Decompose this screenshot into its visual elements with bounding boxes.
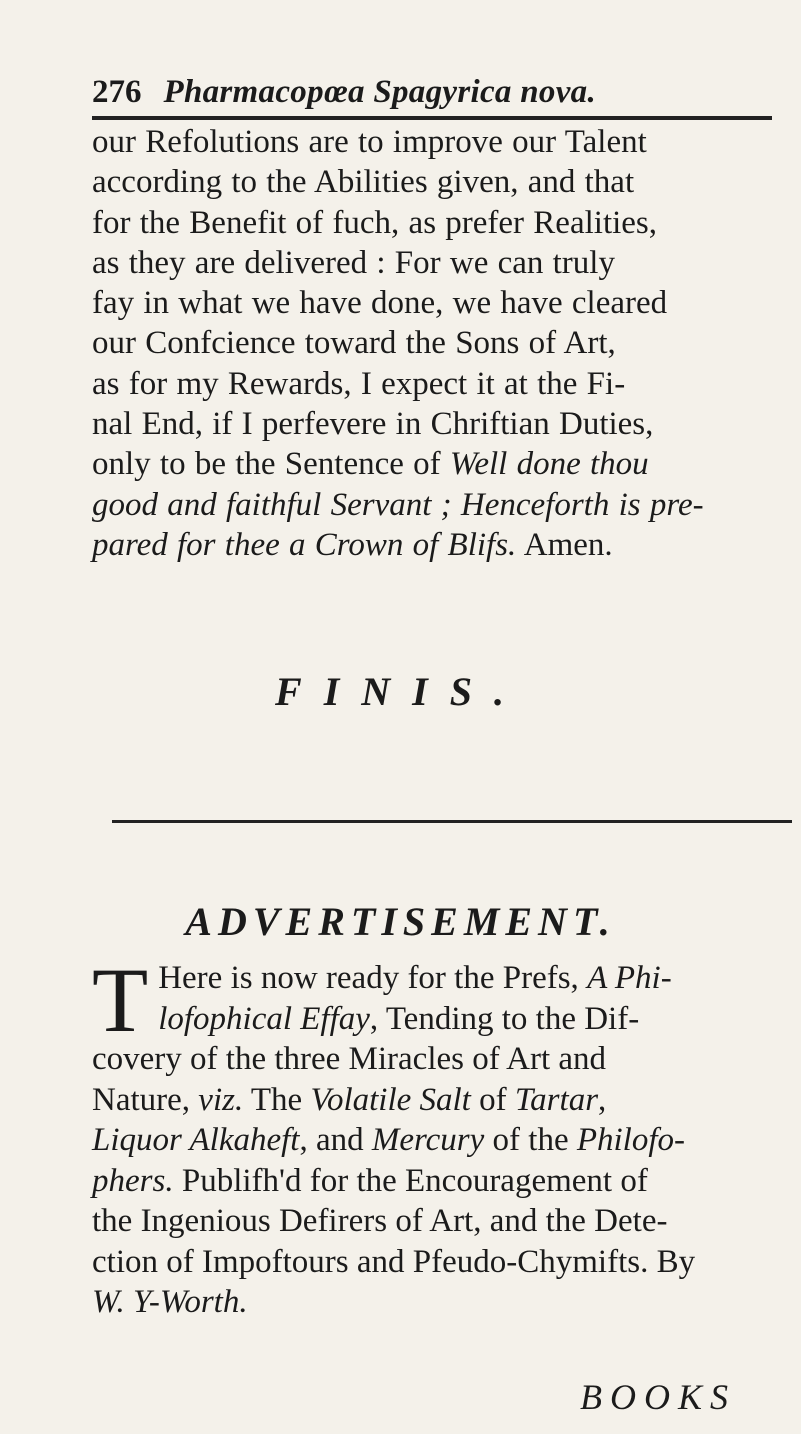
running-header <box>92 72 772 112</box>
adv-line: ction of Impoftours and Pfeudo-Chymifts. By <box>92 1243 696 1280</box>
adv-line <box>92 958 792 999</box>
finis-heading: FINIS. <box>275 669 526 714</box>
body-line: our Refolutions are to improve our Talent <box>92 124 647 160</box>
body-line-italic: Well done thou <box>449 446 649 483</box>
adv-text-italic: Liquor Alkaheft <box>92 1122 300 1158</box>
body-line: good and faithful Servant ; Henceforth is pre- <box>92 486 704 523</box>
body-line: according to the Abilities given, and that <box>92 164 635 201</box>
adv-text: , Tending to the Dif- <box>369 1000 640 1037</box>
body-line: fay in what we have done, we have cleared <box>92 285 668 322</box>
adv-text-italic: viz. <box>198 1081 244 1118</box>
adv-text: of the <box>484 1122 577 1158</box>
body-line: nal End, if I perfevere in Chriftian Duties, <box>92 406 654 443</box>
adv-text: Nature, <box>92 1081 199 1118</box>
drop-cap: T <box>92 949 149 1051</box>
adv-text-italic: A Phi- <box>587 960 672 996</box>
adv-text: The <box>243 1081 311 1118</box>
adv-text: of <box>470 1081 515 1118</box>
adv-text: Publifh'd for the Encouragement of <box>173 1162 648 1199</box>
adv-text: Here is now ready for the Prefs, <box>158 960 588 996</box>
adv-line: W. Y-Worth. <box>92 1284 248 1320</box>
page-number: 276 <box>92 74 142 110</box>
adv-text: , <box>598 1081 607 1118</box>
adv-text-italic: Tartar <box>514 1081 599 1118</box>
adv-text-italic: Volatile Salt <box>310 1081 471 1118</box>
adv-line: covery of the three Miracles of Art and <box>92 1041 607 1077</box>
running-title: Pharmacopœa Spagyrica nova. <box>163 74 597 110</box>
advertisement-title: ADVERTISEMENT. <box>185 899 616 944</box>
body-line: our Confcience toward the Sons of Art, <box>92 325 616 362</box>
body-line-start: only to be the Sentence of <box>92 446 441 483</box>
advertisement-body <box>92 949 792 1323</box>
body-line: as for my Rewards, I expect it at the Fi- <box>92 365 626 402</box>
adv-text-italic: lofophical Effay <box>158 1000 370 1037</box>
adv-text-italic: Mercury <box>371 1122 485 1158</box>
adv-line <box>92 999 792 1040</box>
body-paragraph <box>92 122 782 565</box>
catchword: BOOKS <box>580 1377 736 1417</box>
adv-text-italic: Philofo- <box>576 1122 685 1158</box>
body-line: for the Benefit of fuch, as prefer Realities, <box>92 204 658 241</box>
adv-line <box>92 1161 792 1202</box>
body-line <box>92 444 782 484</box>
adv-line <box>92 1080 792 1121</box>
section-rule <box>112 820 792 823</box>
body-line-italic: pared for thee a Crown of Blifs. <box>92 526 517 563</box>
header-rule <box>92 116 772 120</box>
body-line-end: Amen. <box>516 526 613 563</box>
body-line: as they are delivered : For we can truly <box>92 244 615 281</box>
adv-line: the Ingenious Defirers of Art, and the Dete- <box>92 1203 668 1239</box>
adv-line <box>92 1120 792 1161</box>
adv-text-italic: phers. <box>92 1162 174 1199</box>
body-line <box>92 525 782 565</box>
adv-text: , and <box>299 1122 372 1158</box>
